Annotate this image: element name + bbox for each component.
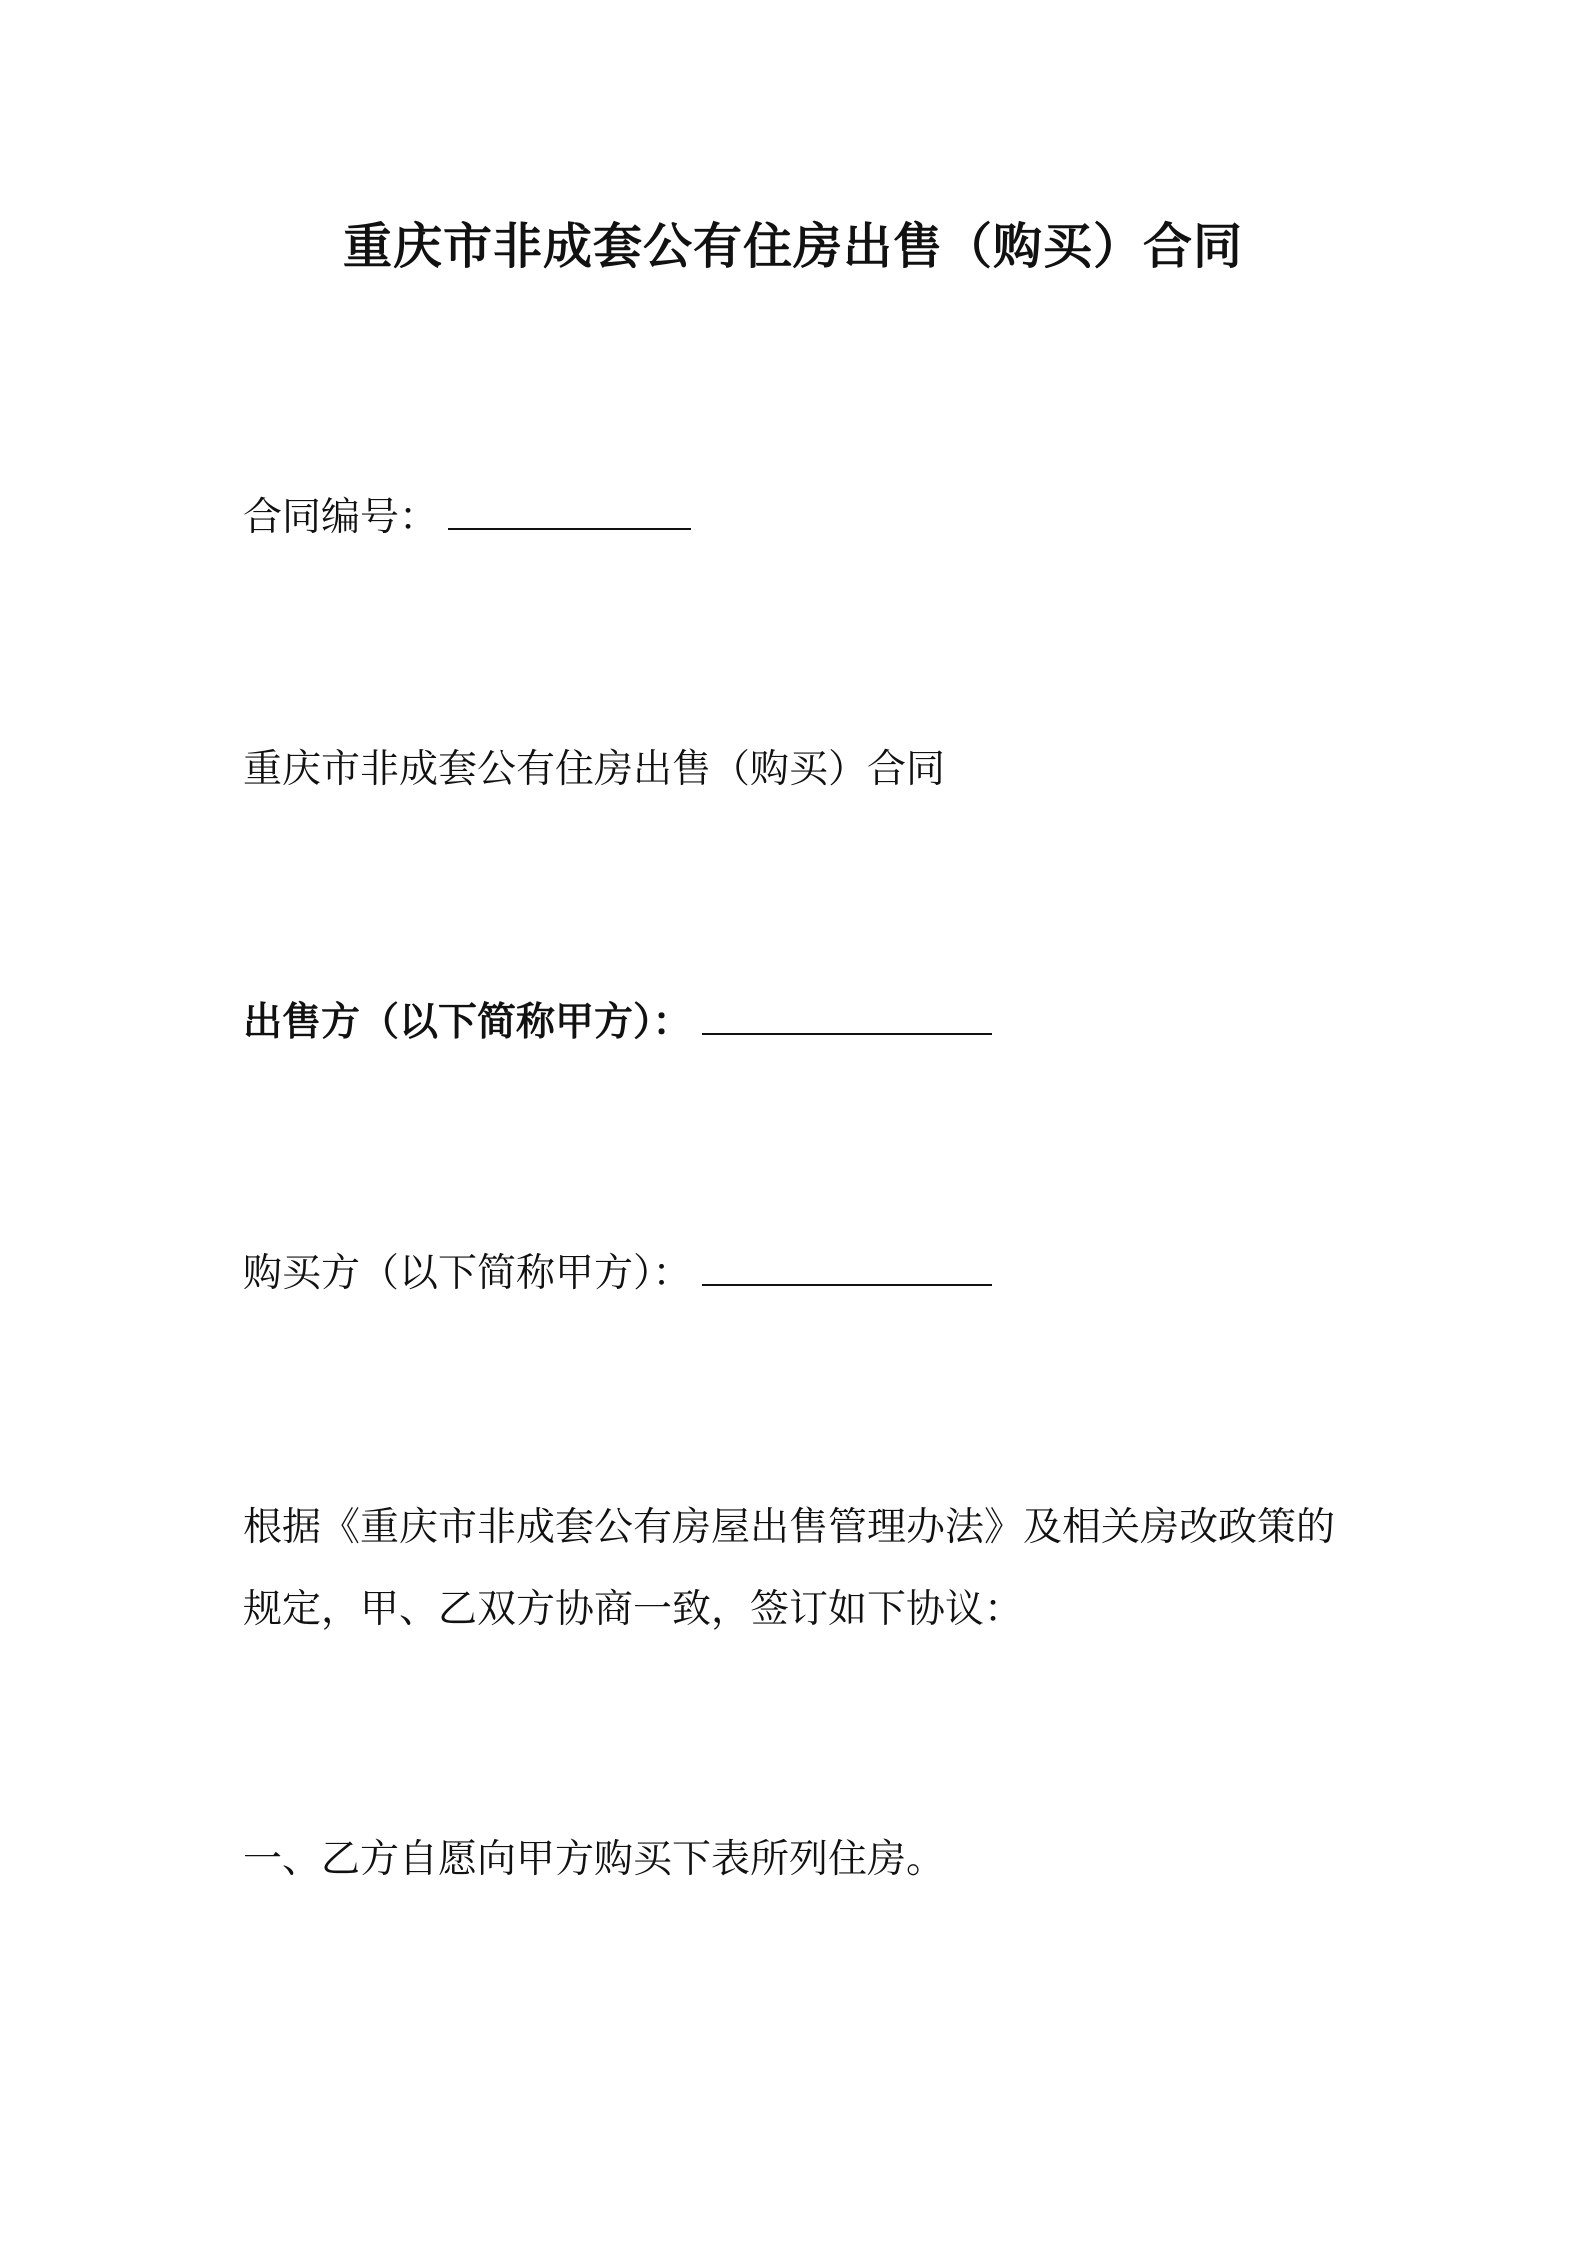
clause-1: 一、乙方自愿向甲方购买下表所列住房。 <box>243 1837 946 1882</box>
buyer-label: 购买方（以下简称甲方）： <box>243 1251 692 1296</box>
contract-number-row <box>243 490 691 546</box>
preamble-line-2: 规定，甲、乙双方协商一致，签订如下协议： <box>243 1587 1024 1632</box>
seller-row <box>243 995 992 1051</box>
seller-label: 出售方（以下简称甲方）： <box>243 1000 692 1045</box>
buyer-row <box>243 1246 992 1302</box>
buyer-blank <box>702 1254 992 1286</box>
contract-number-label: 合同编号： <box>243 495 439 540</box>
seller-blank <box>702 1003 992 1035</box>
preamble-paragraph <box>243 1487 1363 1651</box>
contract-subtitle: 重庆市非成套公有住房出售（购买）合同 <box>243 747 946 792</box>
contract-number-blank <box>448 498 691 530</box>
preamble-line-1: 根据《重庆市非成套公有房屋出售管理办法》及相关房改政策的 <box>243 1505 1336 1550</box>
document-title: 重庆市非成套公有住房出售（购买）合同 <box>342 218 1243 275</box>
